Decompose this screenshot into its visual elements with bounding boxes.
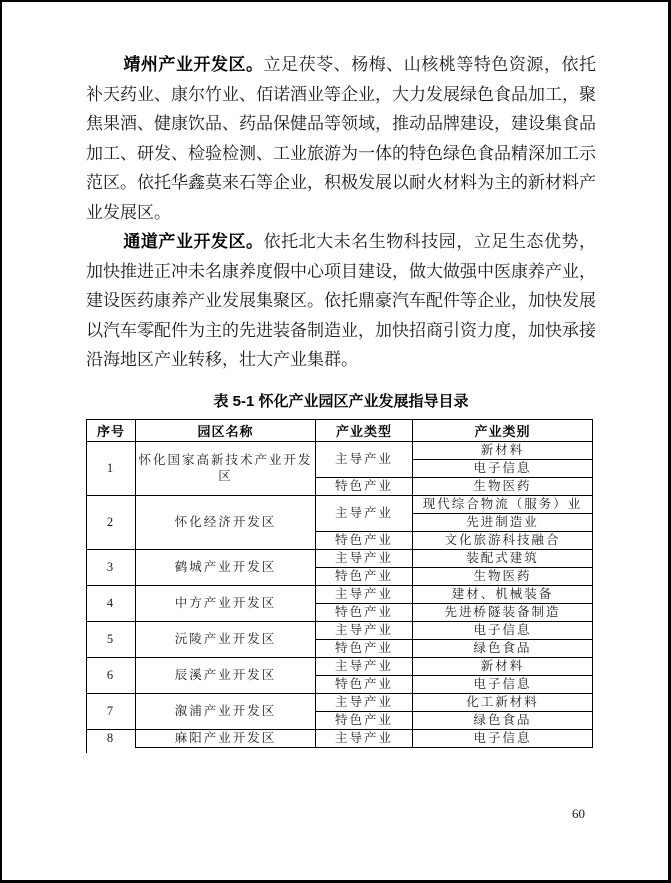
column-header-category: 产业类别 (413, 419, 593, 441)
cell-seq: 3 (87, 549, 136, 585)
cell-seq: 5 (87, 621, 136, 657)
paragraph-tongdao (86, 227, 596, 375)
cell-industry-category: 绿色食品 (413, 711, 593, 729)
cell-park-name: 辰溪产业开发区 (136, 657, 316, 693)
cell-industry-type: 特色产业 (316, 477, 413, 495)
cell-industry-category: 电子信息 (413, 459, 593, 477)
cell-industry-category: 电子信息 (413, 675, 593, 693)
cell-park-name: 怀化国家高新技术产业开发区 (136, 441, 316, 495)
cell-industry-type: 主导产业 (316, 657, 413, 675)
cell-industry-category: 绿色食品 (413, 639, 593, 657)
cell-industry-type: 特色产业 (316, 603, 413, 621)
cell-park-name: 中方产业开发区 (136, 585, 316, 621)
industry-guidance-table (86, 419, 593, 748)
paragraph-body: 依托北大未名生物科技园，立足生态优势，加快推进正冲未名康养度假中心项目建设，做大做强中医康养产业，建设医药康养产业发展集聚区。依托鼎豪汽车配件等企业，加快发展以汽车零配件为主的先进装备制造业，加快招商引资力度，加快承接沿海地区产业转移，壮大产业集群。 (86, 232, 596, 369)
cell-industry-type: 主导产业 (316, 729, 413, 747)
table-row (87, 657, 593, 675)
cell-industry-category: 文化旅游科技融合 (413, 531, 593, 549)
table-row (87, 729, 593, 747)
cell-industry-category: 装配式建筑 (413, 549, 593, 567)
cell-industry-type: 主导产业 (316, 549, 413, 567)
cell-park-name: 麻阳产业开发区 (136, 729, 316, 747)
table-caption: 表 5-1 怀化产业园区产业发展指导目录 (213, 392, 469, 410)
paragraph-body: 立足茯苓、杨梅、山核桃等特色资源，依托补天药业、康尔竹业、佰诺酒业等企业，大力发展绿色食品加工，聚焦果酒、健康饮品、药品保健品等领域，推动品牌建设，建设集食品加工、研发、检验检测、工业旅游为一体的特色绿色食品精深加工示范区。依托华鑫莫来石等企业，积极发展以耐火材料为主的新材料产业发展区。 (86, 55, 596, 222)
paragraph-lead: 靖州产业开发区。 (123, 55, 264, 74)
cell-park-name: 怀化经济开发区 (136, 495, 316, 549)
cell-seq: 6 (87, 657, 136, 693)
table-row (87, 549, 593, 567)
cell-industry-type: 特色产业 (316, 711, 413, 729)
column-header-type: 产业类型 (316, 419, 413, 441)
column-header-park: 园区名称 (136, 419, 316, 441)
table-row (87, 621, 593, 639)
cell-industry-category: 现代综合物流（服务）业 (413, 495, 593, 513)
cell-seq: 1 (87, 441, 136, 495)
page-number: 60 (572, 806, 585, 821)
page-content (86, 50, 596, 748)
cell-seq: 2 (87, 495, 136, 549)
paragraph-jingzhou (86, 50, 596, 227)
cell-industry-type: 特色产业 (316, 675, 413, 693)
cell-seq: 7 (87, 693, 136, 729)
table-row (87, 495, 593, 513)
table-row (87, 585, 593, 603)
cell-park-name: 沅陵产业开发区 (136, 621, 316, 657)
cell-industry-category: 生物医药 (413, 477, 593, 495)
cell-industry-type: 主导产业 (316, 441, 413, 477)
cell-industry-category: 化工新材料 (413, 693, 593, 711)
cell-industry-category: 先进制造业 (413, 513, 593, 531)
cell-industry-type: 特色产业 (316, 567, 413, 585)
cell-industry-category: 电子信息 (413, 621, 593, 639)
table-wrap (86, 419, 592, 748)
table-row (87, 693, 593, 711)
cell-industry-category: 新材料 (413, 441, 593, 459)
cell-industry-type: 主导产业 (316, 621, 413, 639)
cell-industry-category: 先进桥隧装备制造 (413, 603, 593, 621)
cell-industry-type: 特色产业 (316, 531, 413, 549)
cell-industry-category: 生物医药 (413, 567, 593, 585)
cell-industry-category: 电子信息 (413, 729, 593, 747)
cell-industry-type: 特色产业 (316, 639, 413, 657)
column-header-seq: 序号 (87, 419, 136, 441)
cell-industry-type: 主导产业 (316, 585, 413, 603)
paragraph-lead: 通道产业开发区。 (123, 232, 264, 251)
cell-seq: 8 (87, 729, 136, 747)
cell-industry-type: 主导产业 (316, 693, 413, 711)
header-row (87, 419, 593, 441)
cell-industry-type: 主导产业 (316, 495, 413, 531)
cell-park-name: 溆浦产业开发区 (136, 693, 316, 729)
cell-industry-category: 新材料 (413, 657, 593, 675)
cell-industry-category: 建材、机械装备 (413, 585, 593, 603)
cell-seq: 4 (87, 585, 136, 621)
cell-park-name: 鹤城产业开发区 (136, 549, 316, 585)
table-row (87, 441, 593, 459)
